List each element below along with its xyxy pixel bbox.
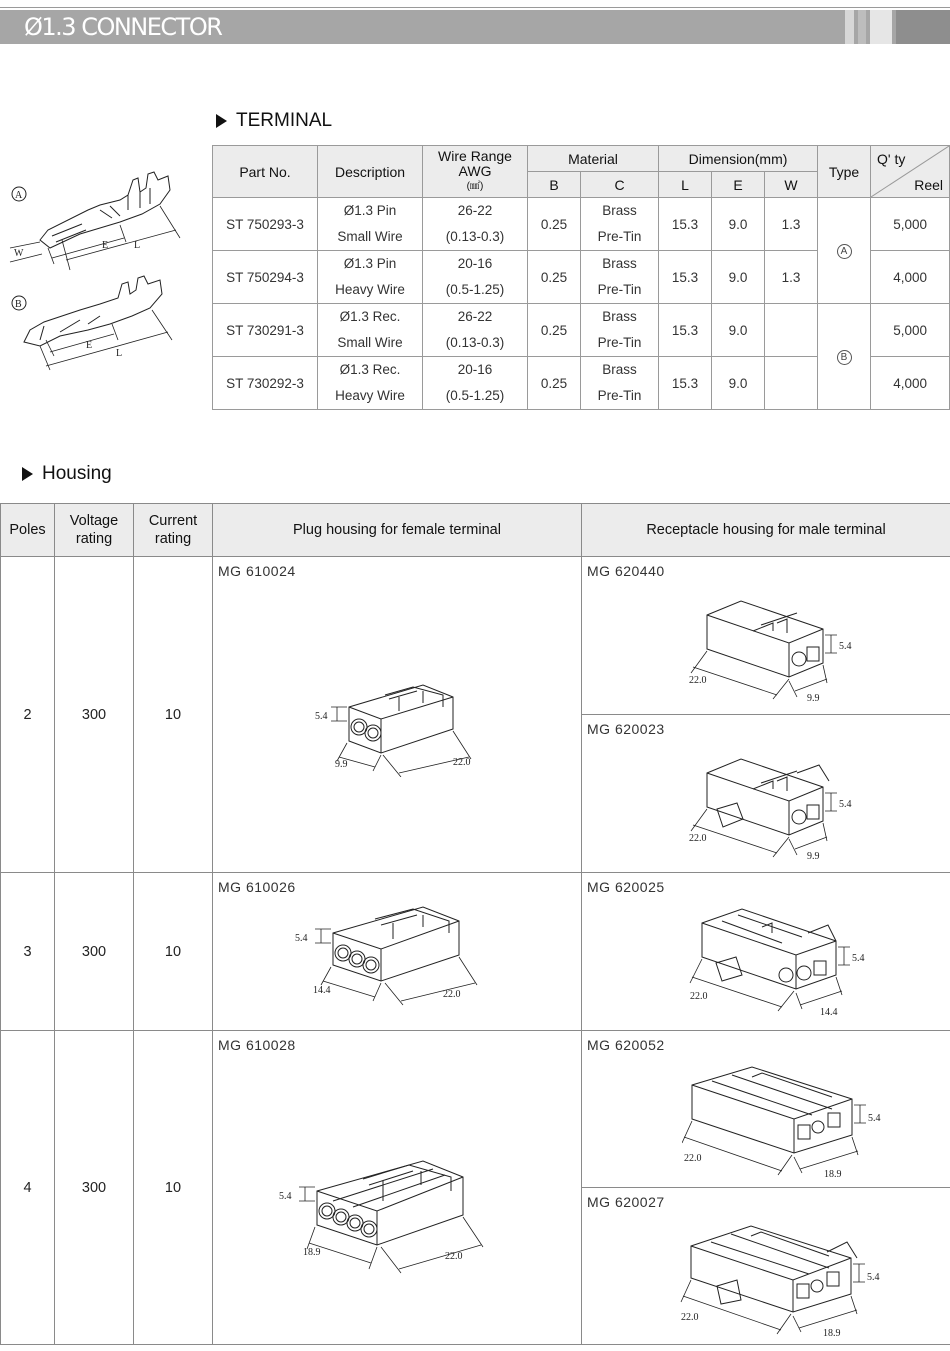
cell-type-b bbox=[818, 304, 871, 410]
dim-label: 5.4 bbox=[315, 711, 328, 722]
plug-housing-cell bbox=[213, 873, 582, 1031]
cell-qty: 5,000 bbox=[871, 304, 950, 357]
dim-label: 22.0 bbox=[443, 989, 461, 1000]
header-dim-l: L bbox=[659, 172, 712, 198]
header-receptacle-housing: Receptacle housing for male terminal bbox=[582, 504, 950, 557]
cell-wire-range: 26-22 (0.13-0.3) bbox=[423, 198, 528, 251]
dim-w-label: W bbox=[14, 248, 24, 259]
table-row bbox=[1, 873, 950, 1031]
header-dimension: Dimension(mm) bbox=[659, 146, 818, 172]
cell-part-no: ST 750293-3 bbox=[213, 198, 318, 251]
header-voltage: Voltage rating bbox=[55, 504, 134, 557]
terminal-heading-text: TERMINAL bbox=[236, 110, 333, 131]
triangle-bullet-icon bbox=[22, 467, 33, 481]
dim-label: 22.0 bbox=[453, 757, 471, 768]
dim-label: 5.4 bbox=[295, 933, 308, 944]
cell-part-no: ST 730292-3 bbox=[213, 357, 318, 410]
dim-label: 5.4 bbox=[868, 1113, 881, 1124]
header-material-c: C bbox=[581, 172, 659, 198]
cell-material-c: Brass Pre-Tin bbox=[581, 304, 659, 357]
plug-part-number: MG 610026 bbox=[218, 879, 296, 895]
cell-type-a bbox=[818, 198, 871, 304]
cell-material-c: Brass Pre-Tin bbox=[581, 357, 659, 410]
cell-poles: 4 bbox=[1, 1031, 55, 1345]
cell-current: 10 bbox=[134, 557, 213, 873]
cell-dim-l: 15.3 bbox=[659, 357, 712, 410]
dim-label: 22.0 bbox=[689, 833, 707, 844]
cell-poles: 2 bbox=[1, 557, 55, 873]
cell-voltage: 300 bbox=[55, 557, 134, 873]
cell-description: Ø1.3 Pin Small Wire bbox=[318, 198, 423, 251]
receptacle-housing-cell bbox=[582, 873, 950, 1031]
dim-label: 22.0 bbox=[681, 1312, 699, 1323]
dim-label: 5.4 bbox=[839, 641, 852, 652]
dim-label: 18.9 bbox=[824, 1169, 842, 1180]
cell-dim-e: 9.0 bbox=[712, 251, 765, 304]
terminal-drawing bbox=[0, 170, 205, 395]
receptacle-part-number: MG 620023 bbox=[587, 721, 665, 737]
dim-label: 18.9 bbox=[303, 1247, 321, 1258]
dim-label: 9.9 bbox=[807, 851, 820, 862]
type-a-label: A bbox=[15, 190, 23, 201]
cell-dim-w bbox=[765, 357, 818, 410]
cell-wire-range: 20-16 (0.5-1.25) bbox=[423, 357, 528, 410]
cell-dim-e: 9.0 bbox=[712, 198, 765, 251]
header-qty-reel bbox=[871, 146, 950, 198]
banner-stripe bbox=[870, 10, 892, 44]
receptacle-housing-drawing bbox=[677, 1216, 887, 1341]
cell-wire-range: 26-22 (0.13-0.3) bbox=[423, 304, 528, 357]
dim-label: 5.4 bbox=[852, 953, 865, 964]
cell-part-no: ST 730291-3 bbox=[213, 304, 318, 357]
header-reel: Reel bbox=[914, 177, 944, 193]
dim-label: 22.0 bbox=[445, 1251, 463, 1262]
banner-stripe bbox=[896, 10, 950, 44]
plug-housing-drawing bbox=[293, 893, 503, 1013]
cell-dim-w: 1.3 bbox=[765, 198, 818, 251]
banner-stripe bbox=[845, 10, 854, 44]
header-material-b: B bbox=[528, 172, 581, 198]
triangle-bullet-icon bbox=[216, 114, 227, 128]
header-qty: Q' ty bbox=[877, 151, 906, 167]
header-description: Description bbox=[318, 146, 423, 198]
type-a-badge: A bbox=[837, 244, 852, 259]
cell-material-b: 0.25 bbox=[528, 251, 581, 304]
terminal-heading bbox=[216, 110, 332, 132]
type-b-badge: B bbox=[837, 350, 852, 365]
receptacle-housing-cell bbox=[582, 557, 950, 715]
cell-material-c: Brass Pre-Tin bbox=[581, 198, 659, 251]
dim-l-label: L bbox=[134, 240, 141, 251]
cell-dim-w: 1.3 bbox=[765, 251, 818, 304]
terminal-table bbox=[212, 145, 950, 410]
cell-dim-e: 9.0 bbox=[712, 304, 765, 357]
dim-label: 22.0 bbox=[689, 675, 707, 686]
dim-label: 22.0 bbox=[690, 991, 708, 1002]
cell-voltage: 300 bbox=[55, 873, 134, 1031]
cell-current: 10 bbox=[134, 1031, 213, 1345]
dim-label: 18.9 bbox=[823, 1328, 841, 1339]
cell-qty: 5,000 bbox=[871, 198, 950, 251]
plug-housing-drawing bbox=[303, 667, 503, 777]
header-wire-range bbox=[423, 146, 528, 198]
cell-current: 10 bbox=[134, 873, 213, 1031]
cell-material-b: 0.25 bbox=[528, 198, 581, 251]
type-b-label: B bbox=[15, 299, 22, 310]
cell-description: Ø1.3 Pin Heavy Wire bbox=[318, 251, 423, 304]
receptacle-housing-cell bbox=[582, 1188, 950, 1345]
cell-description: Ø1.3 Rec. Small Wire bbox=[318, 304, 423, 357]
dim-e-label: E bbox=[86, 340, 93, 351]
housing-heading bbox=[22, 463, 112, 485]
cell-material-c: Brass Pre-Tin bbox=[581, 251, 659, 304]
header-wire-range-line1: Wire Range bbox=[438, 148, 512, 164]
dim-label: 5.4 bbox=[867, 1272, 880, 1283]
cell-qty: 4,000 bbox=[871, 357, 950, 410]
header-plug-housing: Plug housing for female terminal bbox=[213, 504, 582, 557]
cell-dim-e: 9.0 bbox=[712, 357, 765, 410]
table-row bbox=[1, 557, 950, 715]
receptacle-part-number: MG 620052 bbox=[587, 1037, 665, 1053]
header-dim-e: E bbox=[712, 172, 765, 198]
housing-table bbox=[0, 503, 950, 1345]
plug-housing-cell bbox=[213, 1031, 582, 1345]
table-row bbox=[213, 304, 950, 357]
plug-housing-cell bbox=[213, 557, 582, 873]
table-row bbox=[213, 198, 950, 251]
cell-dim-l: 15.3 bbox=[659, 251, 712, 304]
receptacle-housing-drawing bbox=[677, 597, 877, 707]
receptacle-housing-drawing bbox=[682, 903, 882, 1023]
cell-description: Ø1.3 Rec. Heavy Wire bbox=[318, 357, 423, 410]
header-material: Material bbox=[528, 146, 659, 172]
cell-dim-w bbox=[765, 304, 818, 357]
header-poles: Poles bbox=[1, 504, 55, 557]
plug-part-number: MG 610024 bbox=[218, 563, 296, 579]
cell-dim-l: 15.3 bbox=[659, 198, 712, 251]
cell-material-b: 0.25 bbox=[528, 304, 581, 357]
banner-top-rule bbox=[0, 7, 950, 8]
plug-housing-drawing bbox=[273, 1151, 513, 1291]
cell-dim-l: 15.3 bbox=[659, 304, 712, 357]
cell-voltage: 300 bbox=[55, 1031, 134, 1345]
cell-qty: 4,000 bbox=[871, 251, 950, 304]
plug-part-number: MG 610028 bbox=[218, 1037, 296, 1053]
receptacle-part-number: MG 620027 bbox=[587, 1194, 665, 1210]
cell-wire-range: 20-16 (0.5-1.25) bbox=[423, 251, 528, 304]
page-banner bbox=[0, 10, 950, 44]
banner-stripe bbox=[858, 10, 866, 44]
cell-material-b: 0.25 bbox=[528, 357, 581, 410]
header-wire-range-unit: (㎟) bbox=[466, 181, 484, 192]
receptacle-part-number: MG 620440 bbox=[587, 563, 665, 579]
dim-l-label: L bbox=[116, 348, 123, 359]
dim-label: 14.4 bbox=[313, 985, 331, 996]
receptacle-part-number: MG 620025 bbox=[587, 879, 665, 895]
dim-label: 9.9 bbox=[807, 693, 820, 704]
dim-label: 5.4 bbox=[839, 799, 852, 810]
header-type: Type bbox=[818, 146, 871, 198]
table-row bbox=[1, 1031, 950, 1188]
header-part-no: Part No. bbox=[213, 146, 318, 198]
dim-e-label: E bbox=[102, 240, 109, 251]
cell-part-no: ST 750294-3 bbox=[213, 251, 318, 304]
page-title: Ø1.3 CONNECTOR bbox=[24, 13, 222, 41]
header-wire-range-line2: AWG bbox=[458, 163, 492, 179]
cell-poles: 3 bbox=[1, 873, 55, 1031]
receptacle-housing-cell bbox=[582, 715, 950, 873]
receptacle-housing-cell bbox=[582, 1031, 950, 1188]
housing-heading-text: Housing bbox=[42, 463, 112, 484]
header-dim-w: W bbox=[765, 172, 818, 198]
dim-label: 22.0 bbox=[684, 1153, 702, 1164]
dim-label: 9.9 bbox=[335, 759, 348, 770]
dim-label: 5.4 bbox=[279, 1191, 292, 1202]
dim-label: 14.4 bbox=[820, 1007, 838, 1018]
header-current: Current rating bbox=[134, 504, 213, 557]
receptacle-housing-drawing bbox=[682, 1059, 892, 1184]
receptacle-housing-drawing bbox=[677, 755, 877, 865]
